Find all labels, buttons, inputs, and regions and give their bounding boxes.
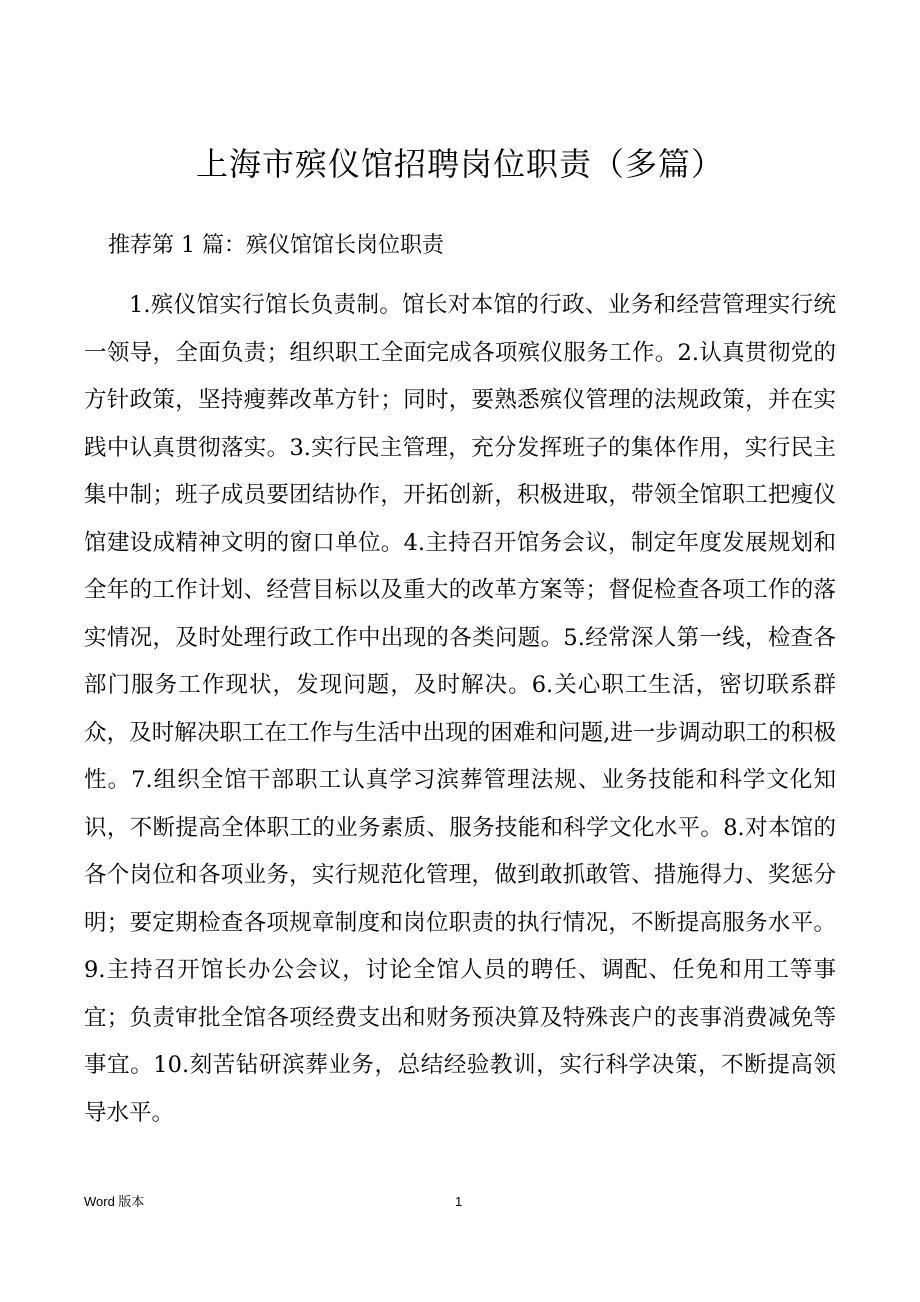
- footer-label: Word 版本: [84, 1194, 145, 1209]
- section-heading: 推荐第 1 篇：殡仪馆馆长岗位职责: [108, 233, 444, 258]
- page-number: 1: [455, 1194, 463, 1209]
- body-paragraph: 1.殡仪馆实行馆长负责制。馆长对本馆的行政、业务和经营管理实行统一领导，全面负责；组织职工全面完成各项殡仪服务工作。2.认真贯彻党的方针政策，坚持瘦葬改革方针；同时，要熟悉殡仪管理的法规政策，并在实践中认真贯彻落实。3.实行民主管理，充分发挥班子的集体作用，实行民主集中制；班子成员要团结协作，开拓创新，积极进取，带领全馆职工把瘦仪馆建设成精神文明的窗口单位。4.主持召开馆务会议，制定年度发展规划和全年的工作计划、经营目标以及重大的改革方案等；督促检查各项工作的落实情况，及时处理行政工作中出现的各类问题。5.经常深人第一线，检查各部门服务工作现状，发现问题，及时解决。6.关心职工生活，密切联系群众，及时解决职工在工作与生活中出现的困难和问题,进一步调动职工的积极性。7.组织全馆干部职工认真学习滨葬管理法规、业务技能和科学文化知识，不断提高全体职工的业务素质、服务技能和科学文化水平。8.对本馆的各个岗位和各项业务，实行规范化管理，做到敢抓敢管、措施得力、奖惩分明；要定期检查各项规章制度和岗位职责的执行情况，不断提高服务水平。9.主持召开馆长办公会议，讨论全馆人员的聘任、调配、任免和用工等事宜；负责审批全馆各项经费支出和财务预决算及特殊丧户的丧事消费减免等事宜。10.刻苦钻研滨葬业务，总结经验教训，实行科学决策，不断提高领导水平。: [84, 292, 836, 1126]
- document-title: 上海市殡仪馆招聘岗位职责（多篇）: [195, 145, 724, 183]
